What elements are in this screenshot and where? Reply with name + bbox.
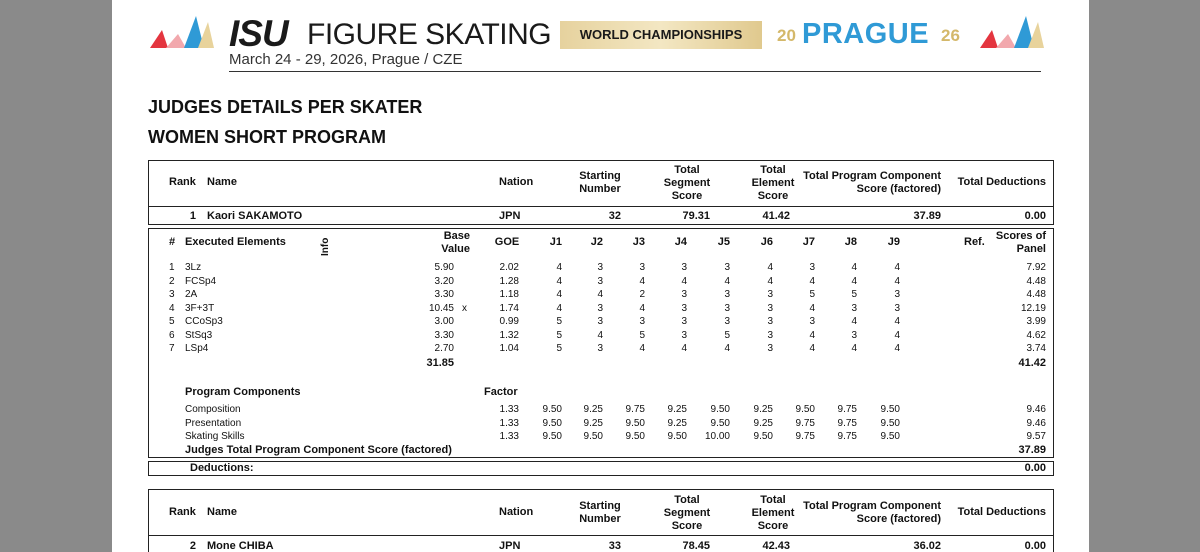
isu-logo: ISU — [229, 13, 288, 54]
judge-score: 4 — [639, 302, 645, 314]
judge-score: 3 — [724, 262, 730, 273]
judge-header: J1 — [549, 236, 562, 248]
element-number: 1 — [169, 262, 175, 273]
element-name: CCoSp3 — [185, 316, 223, 327]
element-number: 5 — [169, 316, 175, 327]
judge-score: 3 — [894, 289, 900, 300]
element-panel-score: 4.48 — [1026, 275, 1046, 287]
page-subtitle: WOMEN SHORT PROGRAM — [148, 127, 386, 147]
judge-header: J3 — [632, 236, 645, 248]
starting-number-header: Starting Number — [579, 170, 621, 195]
element-panel-score: 3.99 — [1026, 316, 1046, 327]
element-goe: 2.02 — [499, 262, 519, 273]
component-judge-score: 9.50 — [583, 431, 603, 442]
judge-score: 4 — [681, 275, 687, 287]
element-panel-score: 12.19 — [1020, 302, 1046, 314]
judge-score: 3 — [597, 262, 603, 273]
component-judge-score: 9.75 — [837, 431, 857, 442]
judge-score: 3 — [597, 316, 603, 327]
judge-score: 3 — [767, 329, 773, 341]
component-judge-score: 9.75 — [795, 417, 815, 429]
component-judge-score: 10.00 — [704, 431, 730, 442]
element-goe: 1.74 — [499, 302, 519, 314]
component-judge-score: 9.50 — [880, 431, 900, 442]
judge-score: 4 — [894, 329, 900, 341]
judge-score: 4 — [851, 316, 857, 327]
component-judge-score: 9.50 — [667, 431, 687, 442]
element-number: 2 — [169, 275, 175, 287]
ref-header: Ref. — [964, 236, 985, 248]
tes-header-2: Total Element Score — [751, 494, 795, 532]
element-name: LSp4 — [185, 343, 209, 354]
judge-score: 4 — [809, 302, 815, 314]
component-judge-score: 9.50 — [542, 404, 562, 415]
component-name: Composition — [185, 404, 241, 415]
judge-score: 4 — [851, 343, 857, 354]
judge-score: 5 — [724, 329, 730, 341]
tss-header: Total Segment Score — [663, 164, 711, 202]
component-judge-score: 9.75 — [625, 404, 645, 415]
judge-score: 3 — [681, 316, 687, 327]
judge-score: 3 — [681, 262, 687, 273]
base-value-header: Base Value — [441, 230, 470, 255]
component-judge-score: 9.25 — [753, 404, 773, 415]
elements-header: Executed Elements — [185, 236, 286, 248]
component-panel-score: 9.46 — [1026, 417, 1046, 429]
nation-header-2: Nation — [499, 506, 534, 518]
component-judge-score: 9.50 — [753, 431, 773, 442]
element-base-value: 3.30 — [434, 329, 454, 341]
judge-score: 4 — [597, 329, 603, 341]
element-base-value: 3.00 — [434, 316, 454, 327]
event-date-location: March 24 - 29, 2026, Prague / CZE — [229, 51, 463, 68]
component-panel-score: 9.57 — [1026, 431, 1046, 442]
judge-score: 3 — [809, 262, 815, 273]
judge-score: 4 — [894, 343, 900, 354]
deductions-box — [148, 461, 1054, 476]
goe-header: GOE — [494, 236, 520, 248]
skater1-deductions: 0.00 — [1024, 210, 1046, 222]
element-name: 2A — [185, 289, 198, 300]
judge-score: 5 — [639, 329, 645, 341]
element-name: StSq3 — [185, 329, 213, 341]
judge-score: 3 — [597, 302, 603, 314]
deductions-header-2: Total Deductions — [957, 506, 1046, 518]
element-name: 3Lz — [185, 262, 202, 273]
component-factor: 1.33 — [499, 417, 519, 429]
component-judge-score: 9.25 — [583, 404, 603, 415]
judge-score: 3 — [597, 275, 603, 287]
judge-score: 3 — [851, 302, 857, 314]
judge-header: J6 — [760, 236, 773, 248]
judge-score: 4 — [767, 275, 773, 287]
judge-score: 4 — [809, 275, 815, 287]
element-base-value: 5.90 — [434, 262, 454, 273]
judge-score: 3 — [809, 316, 815, 327]
program-components-label: Program Components — [185, 386, 301, 398]
component-factor: 1.33 — [499, 404, 519, 415]
judge-header: J8 — [844, 236, 857, 248]
element-name: FCSp4 — [185, 275, 217, 287]
judge-header: J7 — [802, 236, 815, 248]
judge-header: J2 — [590, 236, 603, 248]
judge-score: 2 — [639, 289, 645, 300]
judge-score: 3 — [767, 316, 773, 327]
world-championships-banner: WORLD CHAMPIONSHIPS — [560, 21, 762, 49]
component-name: Presentation — [185, 417, 242, 429]
component-judge-score: 9.50 — [710, 417, 730, 429]
component-judge-score: 9.25 — [753, 417, 773, 429]
element-name: 3F+3T — [185, 302, 215, 314]
results-sheet — [112, 0, 1089, 552]
skater2-deductions: 0.00 — [1024, 540, 1046, 552]
judge-score: 4 — [681, 343, 687, 354]
tss-header-2: Total Segment Score — [663, 494, 711, 532]
judge-score: 4 — [556, 289, 562, 300]
skater1-tes: 41.42 — [762, 210, 790, 222]
deductions-value: 0.00 — [1024, 462, 1046, 474]
judge-score: 5 — [851, 289, 857, 300]
skater1-pcs: 37.89 — [913, 210, 941, 222]
element-goe: 1.32 — [499, 329, 519, 341]
component-name: Skating Skills — [185, 431, 245, 442]
judge-score: 5 — [556, 329, 562, 341]
base-value-total: 31.85 — [426, 357, 454, 369]
scores-of-panel-header: Scores of Panel — [995, 230, 1046, 255]
pcs-total-value: 37.89 — [1018, 444, 1046, 456]
skater1-rank: 1 — [189, 210, 196, 222]
judge-score: 3 — [724, 302, 730, 314]
judge-score: 4 — [639, 343, 645, 354]
judge-score: 5 — [809, 289, 815, 300]
rank-header: Rank — [169, 176, 196, 188]
judge-score: 4 — [724, 275, 730, 287]
component-judge-score: 9.75 — [795, 431, 815, 442]
judge-score: 4 — [724, 343, 730, 354]
figure-skating-wordmark: FIGURE SKATING — [307, 18, 552, 51]
component-judge-score: 9.50 — [880, 417, 900, 429]
judge-score: 3 — [639, 316, 645, 327]
left-emblem-icon — [148, 12, 216, 52]
element-goe: 1.28 — [499, 275, 519, 287]
element-number: 4 — [169, 302, 175, 314]
judge-score: 4 — [894, 316, 900, 327]
summary-divider — [149, 206, 1053, 207]
judge-score: 4 — [809, 329, 815, 341]
judge-score: 4 — [767, 262, 773, 273]
right-emblem-icon — [978, 12, 1046, 52]
header-divider — [229, 71, 1041, 72]
judge-score: 4 — [556, 262, 562, 273]
year-right: 26 — [941, 26, 960, 45]
judge-header: J4 — [674, 236, 687, 248]
element-panel-score: 7.92 — [1026, 262, 1046, 273]
element-number: 3 — [169, 289, 175, 300]
starting-number-header-2: Starting Number — [579, 500, 621, 525]
skater2-tes: 42.43 — [762, 540, 790, 552]
nation-header: Nation — [499, 176, 534, 188]
judge-score: 3 — [724, 289, 730, 300]
component-judge-score: 9.50 — [625, 417, 645, 429]
summary-divider-2 — [149, 535, 1053, 536]
element-goe: 1.18 — [499, 289, 519, 300]
pcs-header: Total Program Component Score (factored) — [803, 170, 941, 195]
pcs-header-2: Total Program Component Score (factored) — [803, 500, 941, 525]
judge-score: 3 — [681, 329, 687, 341]
skater1-starting-number: 32 — [608, 210, 621, 222]
judge-score: 4 — [639, 275, 645, 287]
element-goe: 0.99 — [499, 316, 519, 327]
skater2-name: Mone CHIBA — [207, 540, 274, 552]
city-name: PRAGUE — [802, 18, 930, 50]
skater2-nation: JPN — [499, 540, 521, 552]
skater1-nation: JPN — [499, 210, 521, 222]
element-base-value: 2.70 — [434, 343, 454, 354]
name-header: Name — [207, 176, 237, 188]
component-factor: 1.33 — [499, 431, 519, 442]
page-title: JUDGES DETAILS PER SKATER — [148, 97, 423, 117]
component-judge-score: 9.75 — [837, 404, 857, 415]
judge-score: 3 — [681, 302, 687, 314]
judge-score: 4 — [809, 343, 815, 354]
component-judge-score: 9.25 — [583, 417, 603, 429]
skater2-rank: 2 — [189, 540, 196, 552]
info-header: Info — [320, 237, 331, 256]
judge-score: 4 — [556, 302, 562, 314]
year-left: 20 — [777, 26, 796, 45]
skater2-pcs: 36.02 — [913, 540, 941, 552]
judge-score: 4 — [894, 275, 900, 287]
judge-score: 3 — [894, 302, 900, 314]
component-judge-score: 9.75 — [837, 417, 857, 429]
deductions-label: Deductions: — [190, 462, 254, 474]
element-x-marker: x — [462, 302, 467, 314]
judge-score: 5 — [556, 316, 562, 327]
element-goe: 1.04 — [499, 343, 519, 354]
skater1-name: Kaori SAKAMOTO — [207, 210, 303, 222]
deductions-header: Total Deductions — [957, 176, 1046, 188]
judge-score: 3 — [724, 316, 730, 327]
judge-score: 3 — [767, 343, 773, 354]
component-judge-score: 9.50 — [625, 431, 645, 442]
component-panel-score: 9.46 — [1026, 404, 1046, 415]
element-number: 6 — [169, 329, 175, 341]
judge-score: 3 — [597, 343, 603, 354]
element-score-total: 41.42 — [1018, 357, 1046, 369]
component-judge-score: 9.50 — [880, 404, 900, 415]
num-header: # — [169, 236, 176, 248]
element-base-value: 3.30 — [434, 289, 454, 300]
element-number: 7 — [169, 343, 175, 354]
name-header-2: Name — [207, 506, 237, 518]
element-panel-score: 4.62 — [1026, 329, 1046, 341]
judge-score: 4 — [894, 262, 900, 273]
component-judge-score: 9.50 — [542, 417, 562, 429]
judge-score: 3 — [639, 262, 645, 273]
tes-header: Total Element Score — [751, 164, 795, 202]
element-panel-score: 3.74 — [1026, 343, 1046, 354]
rank-header-2: Rank — [169, 506, 196, 518]
judge-score: 3 — [681, 289, 687, 300]
component-judge-score: 9.25 — [667, 404, 687, 415]
judge-score: 4 — [556, 275, 562, 287]
judge-header: J9 — [887, 236, 900, 248]
skater2-starting-number: 33 — [608, 540, 621, 552]
component-judge-score: 9.50 — [795, 404, 815, 415]
judge-score: 3 — [767, 302, 773, 314]
component-judge-score: 9.50 — [542, 431, 562, 442]
skater1-tss: 79.31 — [682, 210, 710, 222]
judge-score: 4 — [851, 262, 857, 273]
component-judge-score: 9.25 — [667, 417, 687, 429]
component-judge-score: 9.50 — [710, 404, 730, 415]
factor-label: Factor — [484, 386, 518, 398]
judge-score: 3 — [767, 289, 773, 300]
judge-score: 5 — [556, 343, 562, 354]
element-base-value: 10.45 — [428, 302, 454, 314]
skater2-tss: 78.45 — [682, 540, 710, 552]
judge-score: 3 — [851, 329, 857, 341]
judge-score: 4 — [597, 289, 603, 300]
judge-score: 4 — [851, 275, 857, 287]
judge-header: J5 — [717, 236, 730, 248]
element-panel-score: 4.48 — [1026, 289, 1046, 300]
element-base-value: 3.20 — [434, 275, 454, 287]
pcs-total-label: Judges Total Program Component Score (factored) — [185, 444, 452, 456]
